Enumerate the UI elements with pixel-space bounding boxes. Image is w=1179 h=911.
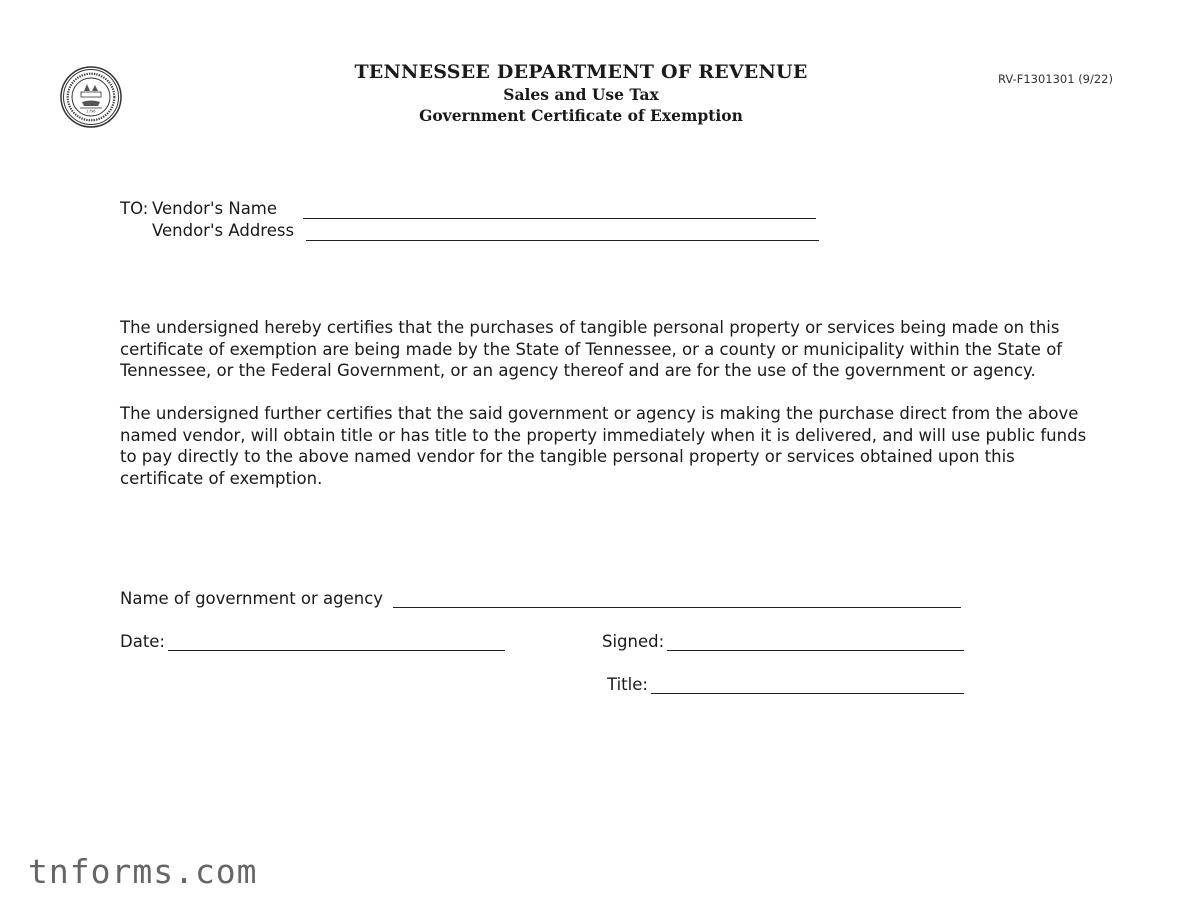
tax-subtitle: Sales and Use Tax [503, 85, 659, 104]
svg-text:1796: 1796 [86, 109, 96, 114]
signature-field[interactable] [667, 650, 964, 651]
certification-paragraph-2: The undersigned further certifies that the said government or agency is making the purchase direct from the above named vendor, will obtain title or has title to the property immediately when it is delivered, and will use public funds to pay directly to the above named vendor for the tangible personal property or services obtained upon this certificate of exemption. [120, 404, 1087, 488]
signed-label: Signed: [602, 632, 665, 651]
vendor-to-label: TO: [120, 199, 149, 218]
department-title: TENNESSEE DEPARTMENT OF REVENUE [354, 61, 808, 83]
date-field[interactable] [168, 650, 505, 651]
form-number: RV-F1301301 (9/22) [998, 72, 1113, 86]
agency-name-label: Name of government or agency [120, 589, 384, 608]
form-title: Government Certificate of Exemption [419, 106, 743, 125]
vendor-name-field[interactable] [303, 218, 816, 219]
vendor-name-label: Vendor's Name [152, 199, 278, 218]
certification-paragraph-1: The undersigned hereby certifies that the purchases of tangible personal property or services being made on this certificate of exemption are being made by the State of Tennessee, or a county or municipality within the State of Tennessee, or the Federal Government, or an agency thereof and are for the use of the government or agency. [120, 318, 1063, 380]
date-label: Date: [120, 632, 165, 651]
form-header [330, 60, 832, 126]
state-seal-logo [60, 66, 122, 128]
title-label: Title: [607, 675, 648, 694]
agency-name-field[interactable] [393, 607, 961, 608]
vendor-address-label: Vendor's Address [152, 221, 295, 240]
vendor-address-field[interactable] [306, 240, 819, 241]
site-watermark: tnforms.com [28, 852, 258, 891]
title-field[interactable] [651, 693, 964, 694]
